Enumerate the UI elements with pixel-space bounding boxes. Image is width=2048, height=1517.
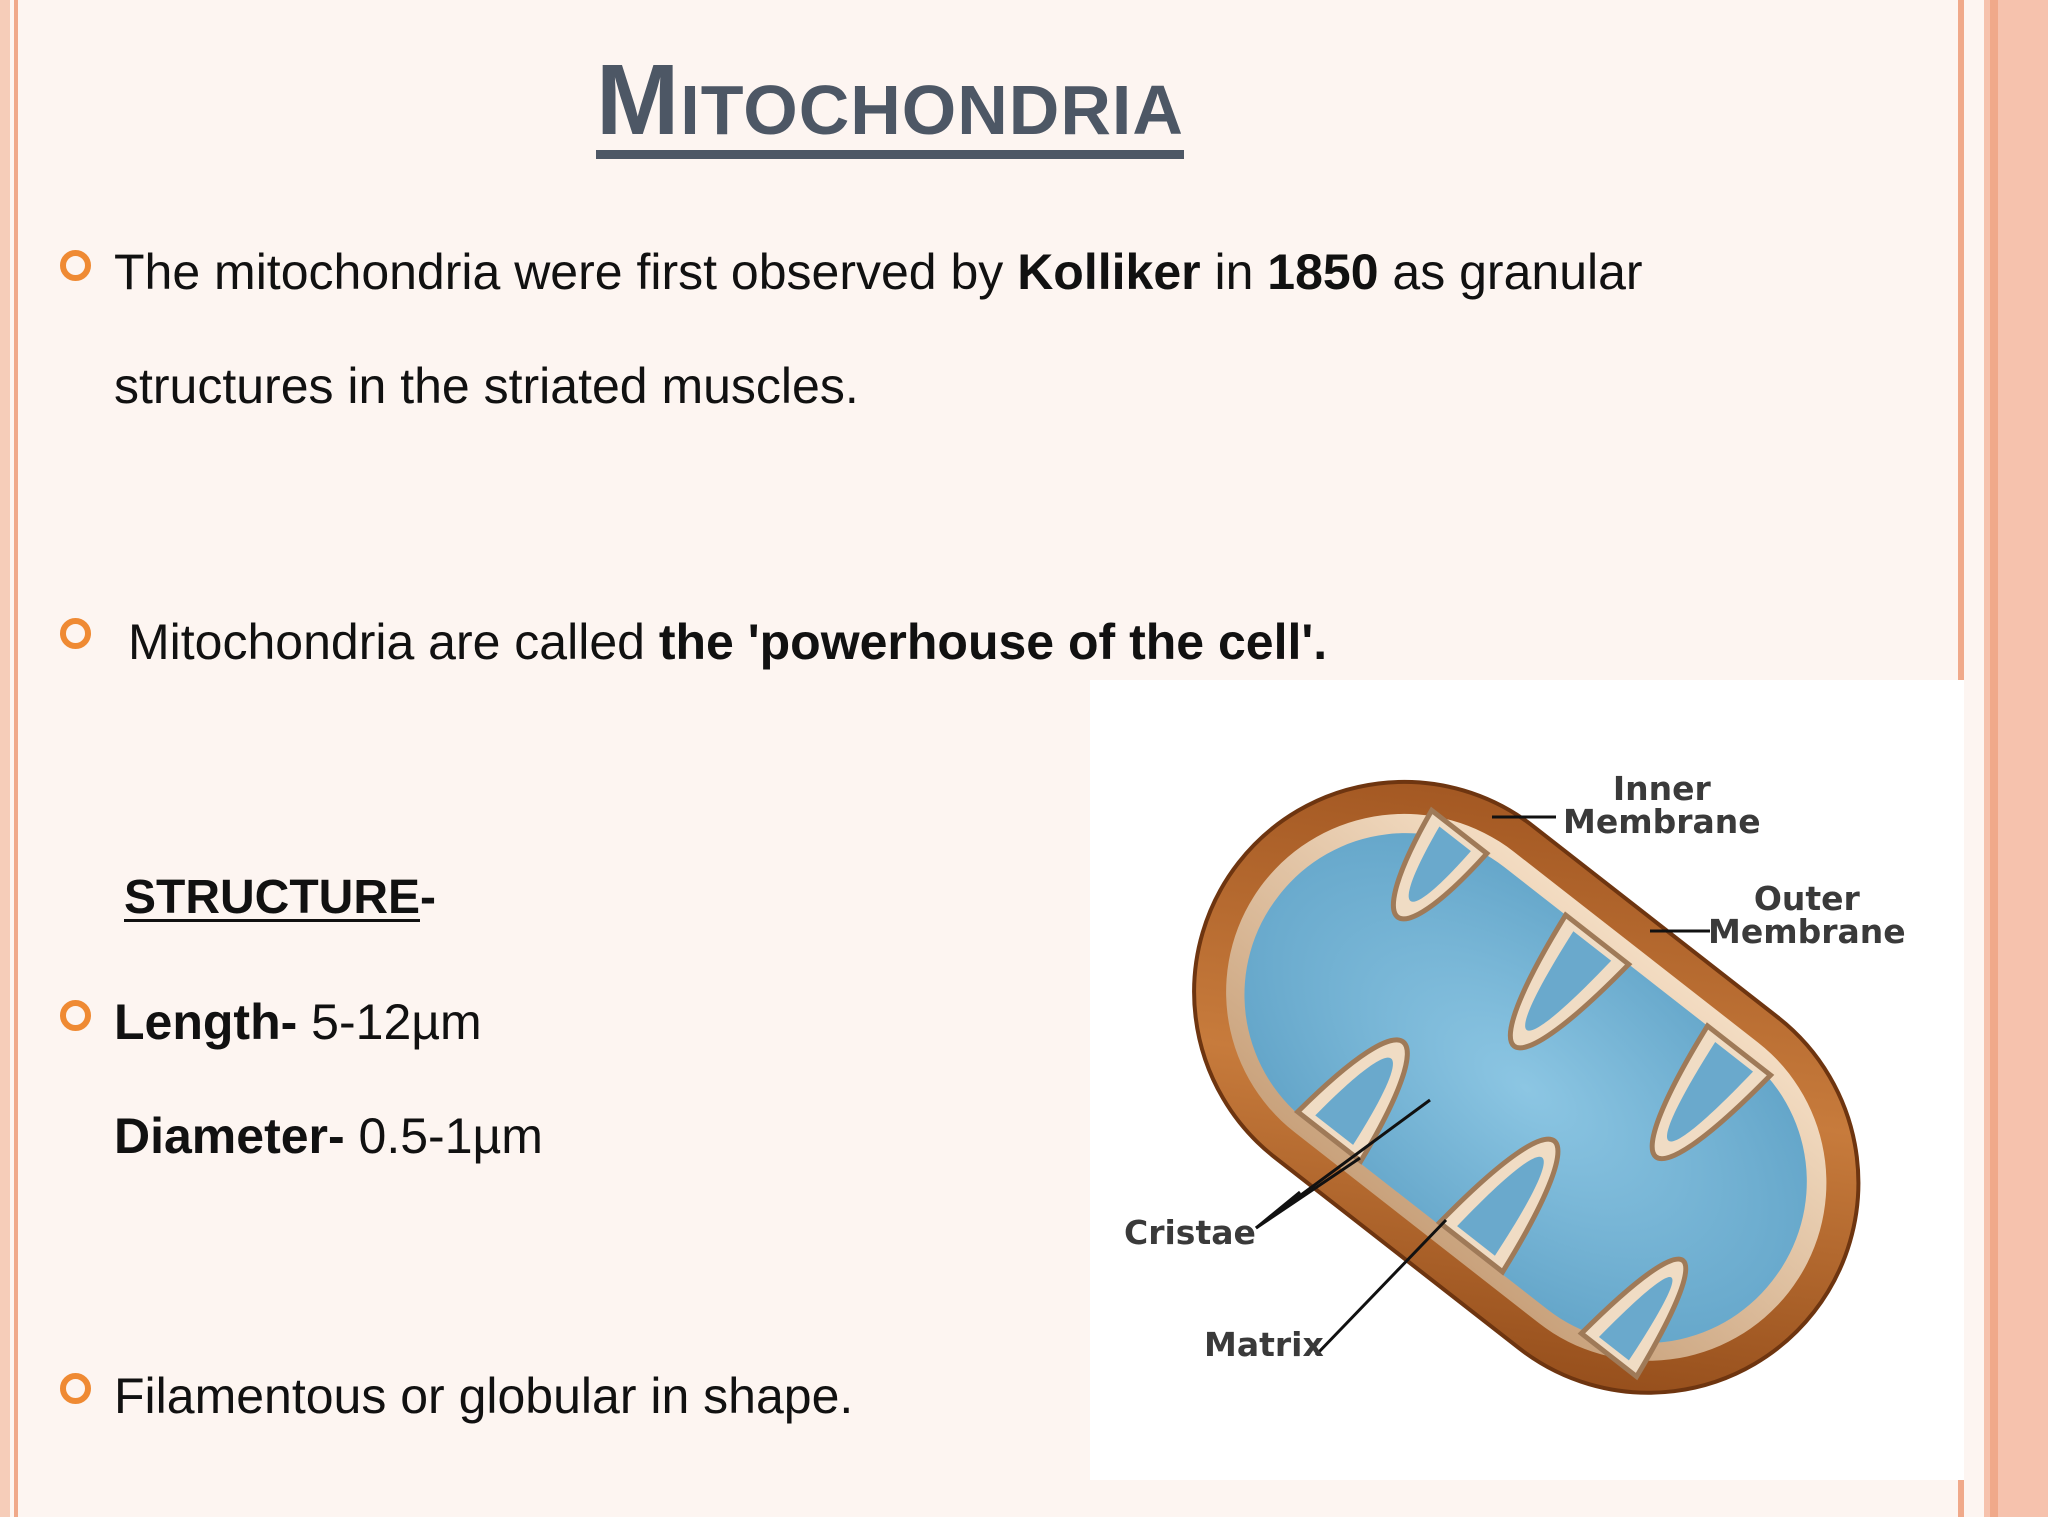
bullet-3-diameter bbox=[114, 1106, 543, 1166]
bullet-1-text-b: in bbox=[1200, 244, 1268, 300]
structure-heading-label: STRUCTURE bbox=[124, 871, 420, 924]
label-outer-membrane-line-1: Outer bbox=[1753, 879, 1860, 918]
bullet-1-bold-kolliker: Kolliker bbox=[1017, 244, 1201, 300]
label-inner-membrane-line-1: Inner bbox=[1612, 769, 1711, 808]
label-cristae: Cristae bbox=[1124, 1213, 1256, 1252]
structure-heading-suffix: - bbox=[420, 871, 436, 924]
diameter-value: 0.5-1µm bbox=[344, 1108, 543, 1164]
bullet-marker-1 bbox=[60, 250, 91, 281]
bullet-1-text-a: The mitochondria were first observed by bbox=[114, 244, 1018, 300]
diameter-label: Diameter- bbox=[114, 1108, 345, 1164]
bullet-2-text: Mitochondria are called bbox=[128, 614, 659, 670]
label-matrix: Matrix bbox=[1204, 1325, 1324, 1364]
bullet-2-bold: the 'powerhouse of the cell'. bbox=[658, 614, 1328, 670]
bullet-1-line-1 bbox=[114, 242, 1643, 302]
bullet-marker-2 bbox=[60, 618, 91, 649]
bullet-3-length bbox=[114, 992, 482, 1052]
bullet-1-text-c: as granular bbox=[1378, 244, 1643, 300]
length-value: 5-12µm bbox=[297, 994, 482, 1050]
structure-heading bbox=[124, 870, 436, 925]
bullet-4: Filamentous or globular in shape. bbox=[114, 1368, 854, 1424]
slide-title: Mitochondria bbox=[596, 50, 1184, 159]
frame-right-gap bbox=[1964, 0, 1984, 1517]
label-outer-membrane-line-2: Membrane bbox=[1708, 912, 1906, 951]
mitochondrion-figure bbox=[1090, 680, 1964, 1480]
bullet-marker-3 bbox=[60, 1000, 91, 1031]
bullet-1-line-2: structures in the striated muscles. bbox=[114, 358, 859, 414]
frame-left-band bbox=[0, 0, 10, 1517]
length-label: Length- bbox=[114, 994, 298, 1050]
label-inner-membrane-line-2: Membrane bbox=[1563, 802, 1761, 841]
bullet-1-bold-year: 1850 bbox=[1267, 244, 1379, 300]
label-inner-membrane bbox=[1563, 769, 1761, 841]
frame-left-line bbox=[14, 0, 18, 1517]
bullet-2 bbox=[128, 612, 1327, 672]
frame-right-band-line bbox=[1990, 0, 1998, 1517]
label-outer-membrane bbox=[1708, 879, 1906, 951]
bullet-marker-4 bbox=[60, 1373, 91, 1404]
